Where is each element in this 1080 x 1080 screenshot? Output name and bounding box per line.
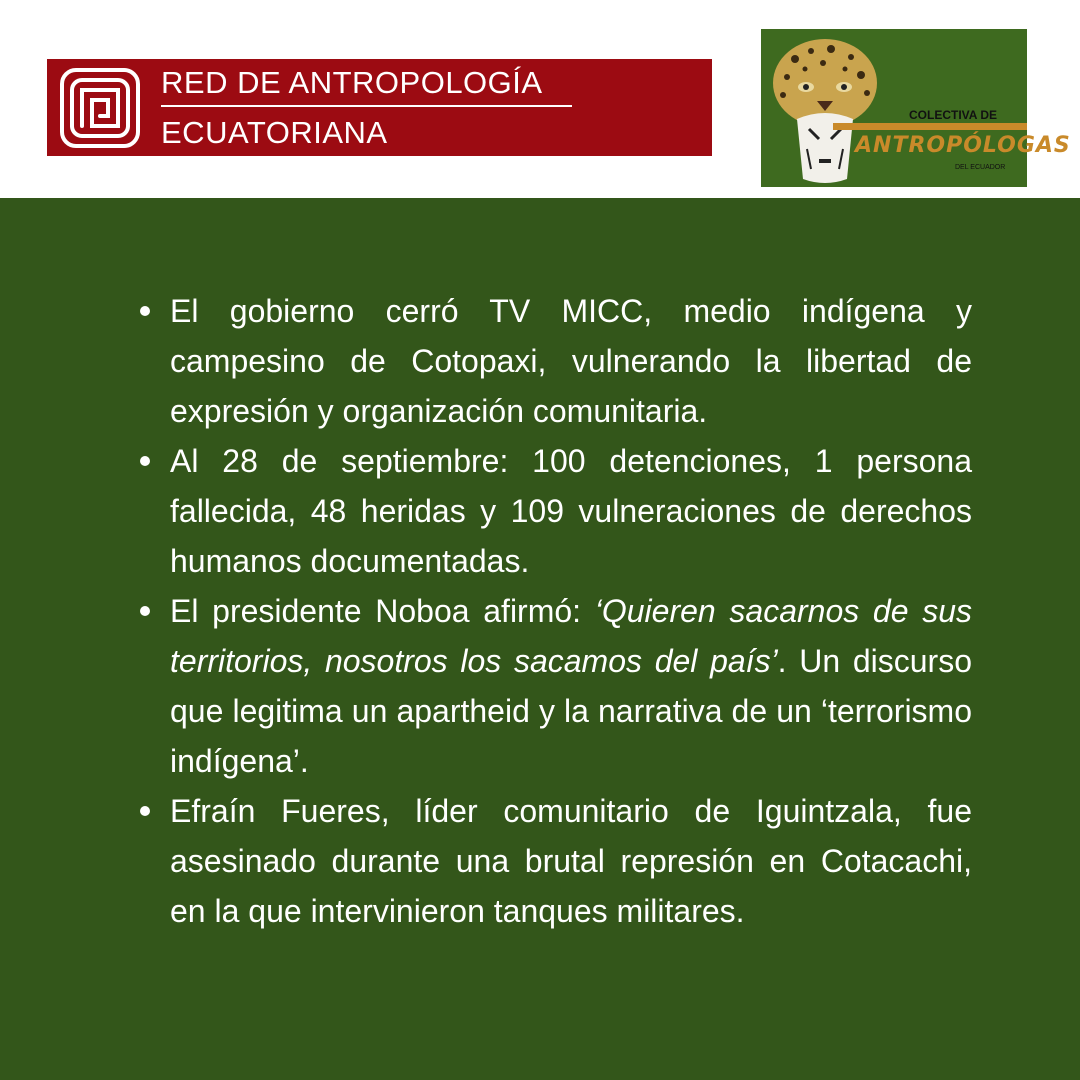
red-logo-line2: ECUATORIANA [161, 115, 388, 150]
green-logo-line3: DEL ECUADOR [955, 164, 1006, 171]
jaguar-face-icon [761, 29, 891, 187]
logo-accent-band [833, 123, 1027, 130]
bullet-icon [140, 606, 150, 616]
bullet-icon [140, 806, 150, 816]
bullet-text-before: El presidente Noboa afirmó: [170, 593, 595, 629]
header [0, 0, 1080, 198]
bullet-text: El gobierno cerró TV MICC, medio indígena y campesino de Cotopaxi, vulnerando la libertad de expresión y organización comunitaria. [170, 293, 972, 429]
bullet-text: Al 28 de septiembre: 100 detenciones, 1 persona fallecida, 48 heridas y 109 vulneraciones de derechos humanos documentadas. [170, 443, 972, 579]
red-antropologia-logo [47, 59, 712, 156]
red-logo-divider [161, 105, 572, 107]
colectiva-antropologas-logo [761, 29, 1071, 187]
list-item [140, 786, 972, 936]
list-item [140, 436, 972, 586]
green-logo-line1: COLECTIVA DE [909, 108, 998, 122]
bullet-icon [140, 306, 150, 316]
main-panel [0, 198, 1080, 1080]
list-item [140, 286, 972, 436]
bullet-icon [140, 456, 150, 466]
bullet-text: Efraín Fueres, líder comunitario de Iguintzala, fue asesinado durante una brutal represión en Cotacachi, en la que intervinieron tanques militares. [170, 793, 972, 929]
bullet-list [140, 286, 972, 936]
spiral-icon [58, 66, 142, 150]
red-logo-line1: RED DE ANTROPOLOGÍA [161, 65, 543, 100]
green-logo-line2: ANTROPÓLOGAS [855, 133, 1071, 158]
list-item [140, 586, 972, 786]
bullet-text-after: . Un discurso que legitima un apartheid y la narrativa de un ‘terrorismo indígena’. [170, 643, 972, 779]
noboa-quote: ‘Quieren sacarnos de sus territorios, nosotros los sacamos del país’ [170, 593, 973, 679]
